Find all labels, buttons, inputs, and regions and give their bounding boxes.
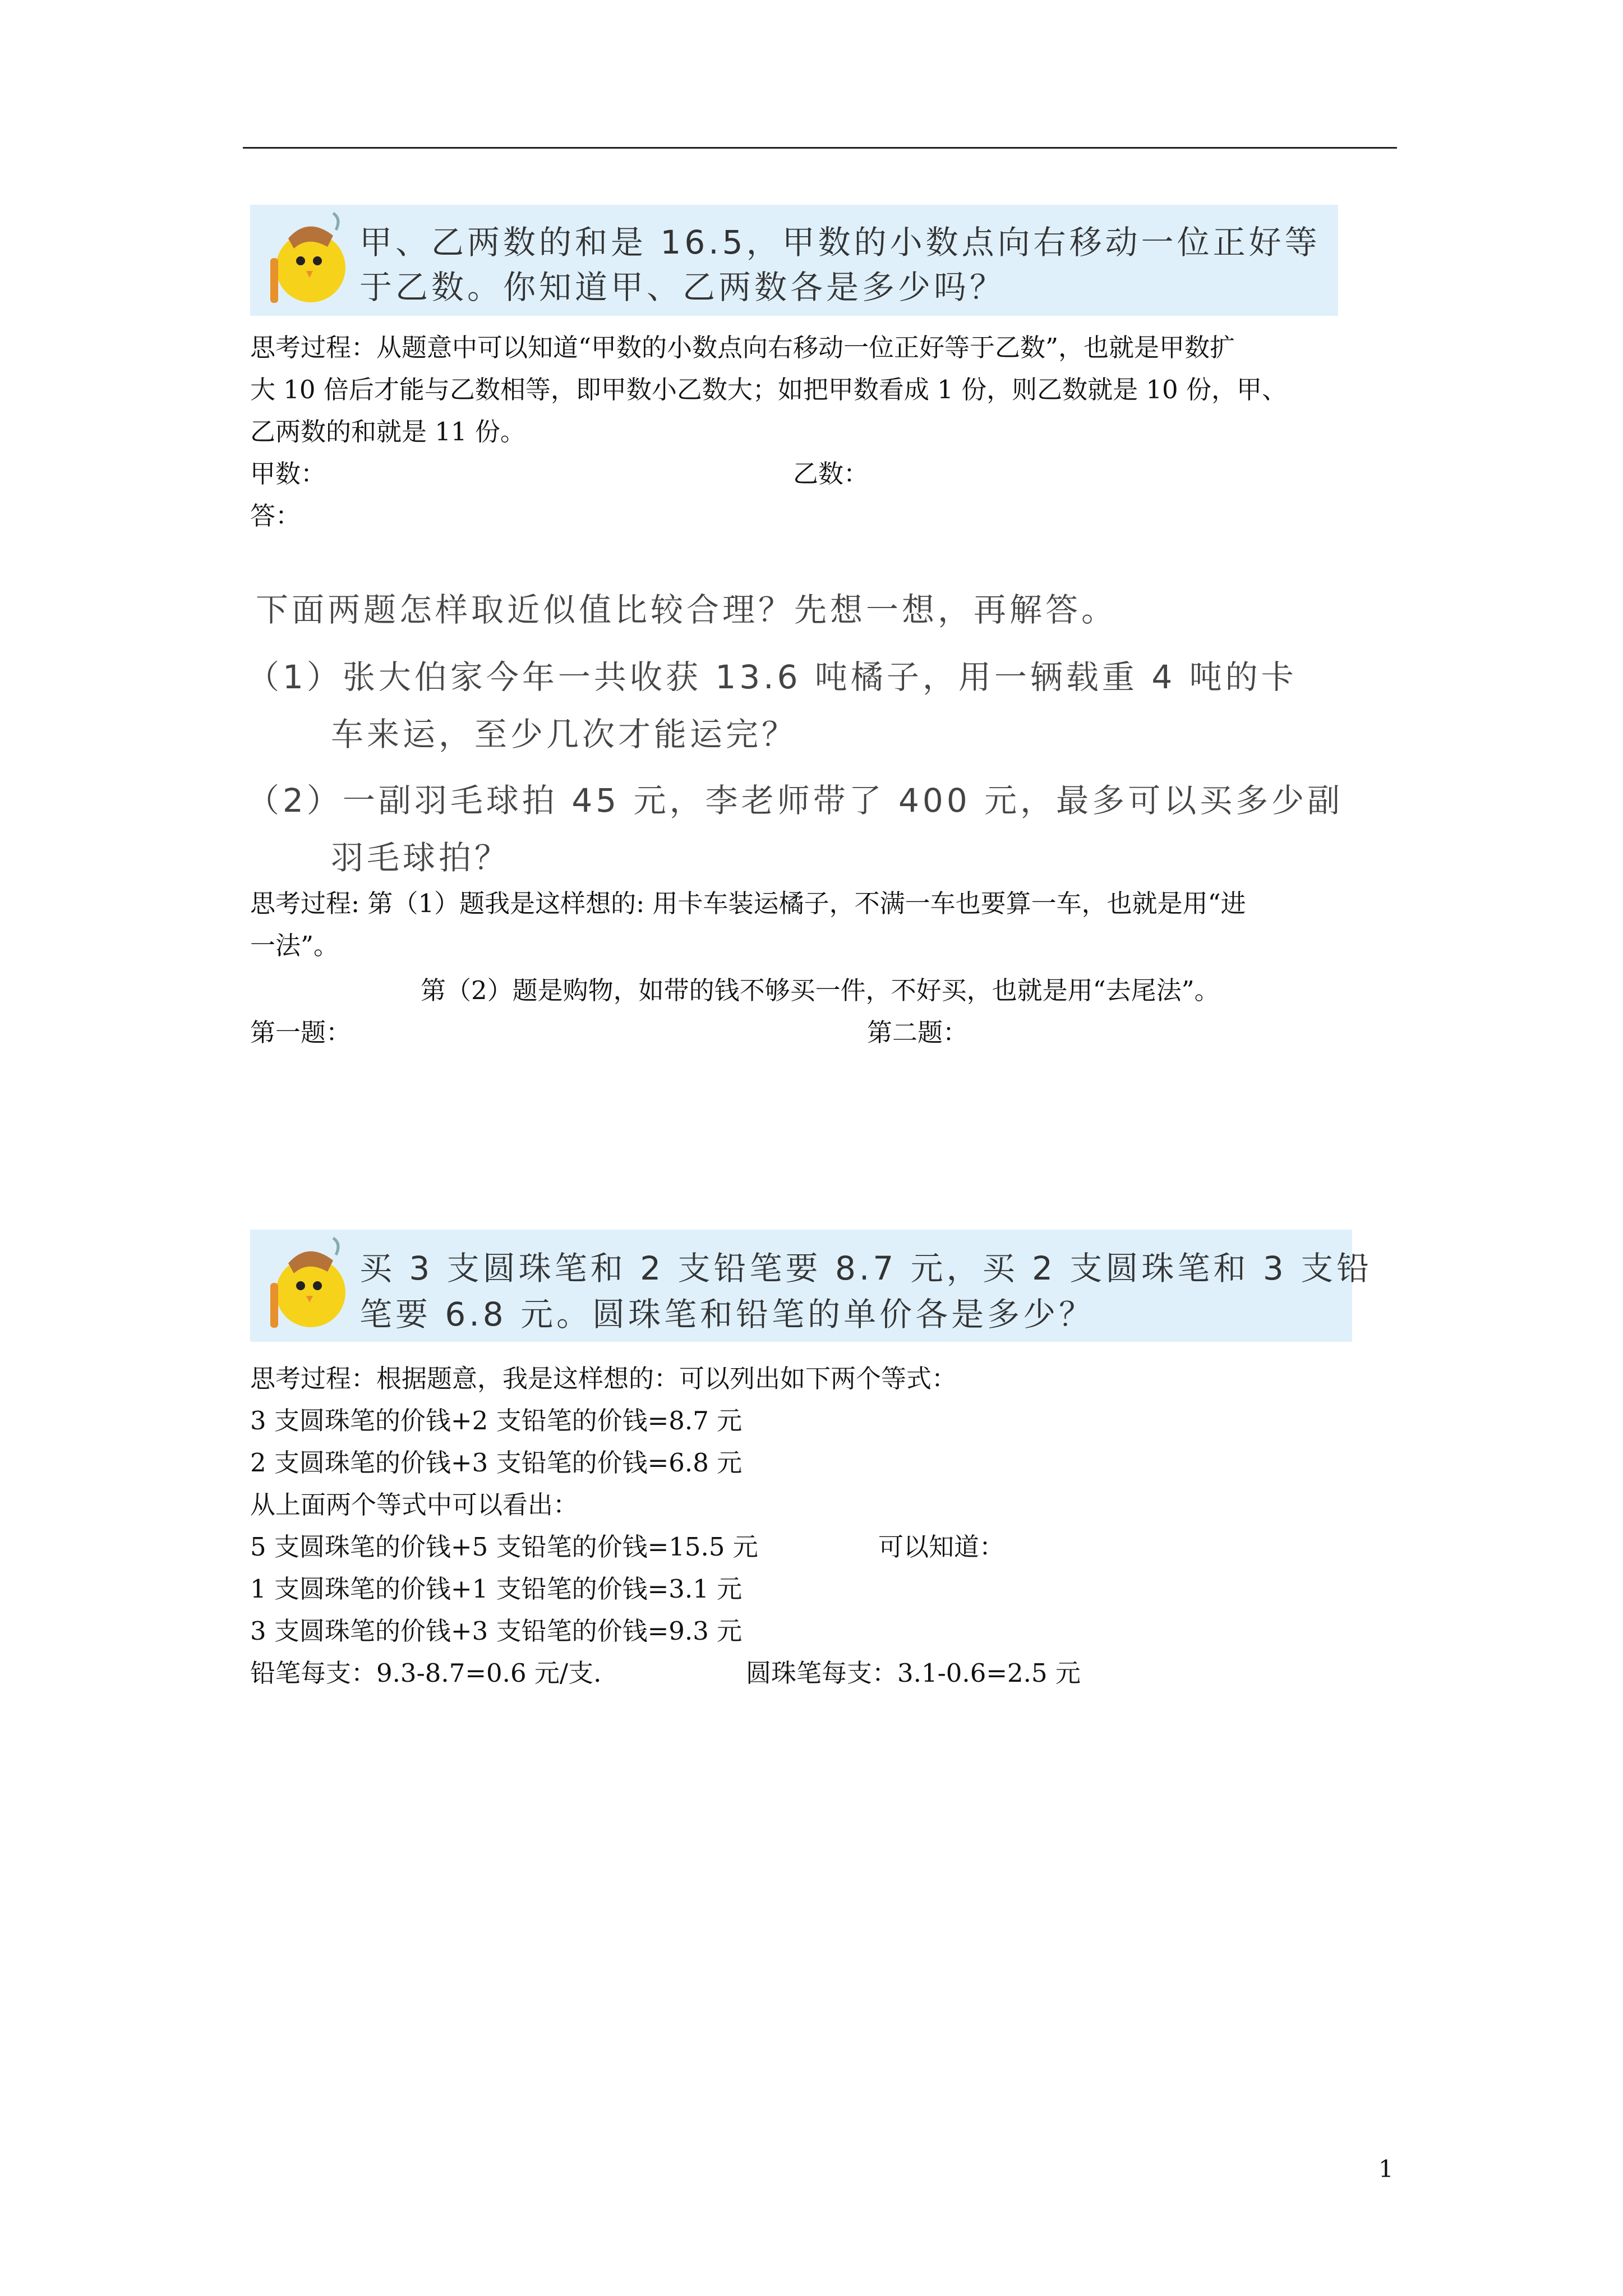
problem3-banner <box>250 1230 1373 1342</box>
problem2-prompt: 下面两题怎样取近似值比较合理？先想一想，再解答。 <box>256 591 1118 629</box>
problem1-thinking-line3: 乙两数的和就是 11 份。 <box>250 417 525 447</box>
problem3-line: 3 支圆珠笔的价钱+3 支铅笔的价钱=9.3 元 <box>250 1616 743 1646</box>
label-answer: 答： <box>250 501 301 531</box>
label-first: 第一题： <box>250 1018 352 1047</box>
pen-price: 圆珠笔每支：3.1-0.6=2.5 元 <box>746 1658 1081 1688</box>
problem1-question-line2: 于乙数。你知道甲、乙两数各是多少吗？ <box>359 268 1006 306</box>
label-yi: 乙数： <box>793 459 869 489</box>
problem2-q1-line2: 车来运，至少几次才能运完？ <box>331 715 798 753</box>
problem2-q2-line1: （2）一副羽毛球拍 45 元，李老师带了 400 元，最多可以买多少副 <box>247 781 1344 820</box>
problem2-thinking-line2: 一法”。 <box>250 931 339 960</box>
problem1-question-line1: 甲、乙两数的和是 16.5，甲数的小数点向右移动一位正好等 <box>359 223 1321 261</box>
problem3-line: 3 支圆珠笔的价钱+2 支铅笔的价钱=8.7 元 <box>250 1406 743 1435</box>
chick-mascot-icon <box>255 1230 361 1336</box>
problem3-line: 铅笔每支：9.3-8.7=0.6 元/支. <box>250 1658 602 1688</box>
problem3-question-line1: 买 3 支圆珠笔和 2 支铅笔要 8.7 元，买 2 支圆珠笔和 3 支铅 <box>359 1249 1373 1287</box>
problem2-q2-line2: 羽毛球拍？ <box>331 839 511 877</box>
problem2-thinking-line3: 第（2）题是购物，如带的钱不够买一件，不好买，也就是用“去尾法”。 <box>421 976 1220 1005</box>
problem3-line: 5 支圆珠笔的价钱+5 支铅笔的价钱=15.5 元 <box>250 1532 758 1562</box>
page-number: 1 <box>1378 2155 1394 2183</box>
problem1-thinking-line1: 思考过程：从题意中可以知道“甲数的小数点向右移动一位正好等于乙数”，也就是甲数扩 <box>250 333 1235 362</box>
label-jia: 甲数： <box>250 459 326 489</box>
header-rule <box>243 147 1397 149</box>
problem1-thinking-line2: 大 10 倍后才能与乙数相等，即甲数小乙数大；如把甲数看成 1 份，则乙数就是 10 份，甲、 <box>250 375 1287 404</box>
chick-mascot-icon <box>255 205 361 311</box>
label-second: 第二题： <box>867 1018 969 1047</box>
problem3-line: 2 支圆珠笔的价钱+3 支铅笔的价钱=6.8 元 <box>250 1448 743 1478</box>
problem2-q1-line1: （1）张大伯家今年一共收获 13.6 吨橘子，用一辆载重 4 吨的卡 <box>247 658 1297 696</box>
problem3-line: 1 支圆珠笔的价钱+1 支铅笔的价钱=3.1 元 <box>250 1574 743 1604</box>
problem1-banner <box>250 205 1338 316</box>
problem3-side-note: 可以知道： <box>878 1532 1005 1562</box>
problem3-line: 从上面两个等式中可以看出： <box>250 1490 579 1520</box>
problem2-thinking-line1: 思考过程: 第（1）题我是这样想的: 用卡车装运橘子，不满一车也要算一车，也就是用“进 <box>250 889 1246 918</box>
problem3-question-line2: 笔要 6.8 元。圆珠笔和铅笔的单价各是多少？ <box>359 1295 1095 1333</box>
problem3-line: 思考过程：根据题意，我是这样想的：可以列出如下两个等式： <box>250 1364 957 1393</box>
